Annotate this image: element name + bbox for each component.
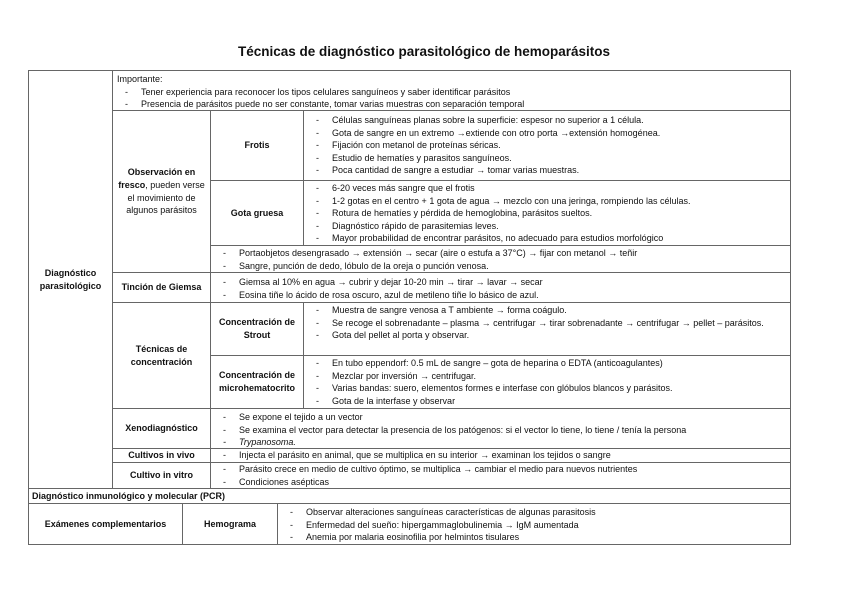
cell-complementarios-label: Exámenes complementarios bbox=[28, 503, 183, 545]
list-item: - Observar alteraciones sanguíneas características de algunas parasitosis bbox=[278, 506, 786, 519]
cell-diagnostico-parasitologico: Diagnóstico parasitológico bbox=[28, 70, 113, 489]
cell-observacion-fresco bbox=[112, 110, 211, 273]
cell-invitro-label: Cultivo in vitro bbox=[112, 462, 211, 489]
cell-microhematocrito-content bbox=[303, 355, 791, 409]
list-item: - 6-20 veces más sangre que el frotis bbox=[304, 182, 786, 195]
list-item: - Estudio de hematíes y parasitos sanguíneos. bbox=[304, 152, 786, 165]
list-item: - Presencia de parásitos puede no ser constante, tomar varias muestras con separación temporal bbox=[113, 98, 786, 111]
cell-xeno-label: Xenodiagnóstico bbox=[112, 408, 211, 449]
list-item: - Trypanosoma. bbox=[211, 436, 786, 449]
list-item: - Gota de sangre en un extremo →extiende con otro porta →extensión homogénea. bbox=[304, 127, 786, 140]
cell-importante bbox=[112, 70, 791, 111]
cell-frotis-label: Frotis bbox=[210, 110, 304, 181]
list-item: - Mayor probabilidad de encontrar parásitos, no adecuado para estudios morfológico bbox=[304, 232, 786, 245]
list-item: - Muestra de sangre venosa a T ambiente → forma coágulo. bbox=[304, 304, 786, 317]
list-item: - Poca cantidad de sangre a estudiar → tomar varias muestras. bbox=[304, 164, 786, 177]
cell-giemsa-label: Tinción de Giemsa bbox=[112, 272, 211, 303]
list-item: - Mezclar por inversión → centrifugar. bbox=[304, 370, 786, 383]
cell-invitro-content bbox=[210, 462, 791, 489]
importante-heading: Importante: bbox=[117, 74, 163, 84]
list-item: - En tubo eppendorf: 0.5 mL de sangre – gota de heparina o EDTA (anticoagulantes) bbox=[304, 357, 786, 370]
cell-hemograma-label: Hemograma bbox=[182, 503, 278, 545]
cell-concentracion-label: Técnicas de concentración bbox=[112, 302, 211, 409]
list-item: - Fijación con metanol de proteínas séricas. bbox=[304, 139, 786, 152]
observacion-label-bold: Observación en fresco bbox=[118, 167, 196, 190]
list-item: - 1-2 gotas en el centro + 1 gota de agua → mezclo con una jeringa, rompiendo las células. bbox=[304, 195, 786, 208]
list-item: - Varias bandas: suero, elementos formes e interfase con glóbulos blancos y parásitos. bbox=[304, 382, 786, 395]
cell-giemsa-content bbox=[210, 272, 791, 303]
cell-strout-content bbox=[303, 302, 791, 356]
cell-microhematocrito-label: Concentración de microhematocrito bbox=[210, 355, 304, 409]
list-item: - Tener experiencia para reconocer los tipos celulares sanguíneos y saber identificar parásitos bbox=[113, 86, 786, 99]
list-item: - Rotura de hematíes y pérdida de hemoglobina, parásitos sueltos. bbox=[304, 207, 786, 220]
document-title: Técnicas de diagnóstico parasitológico de hemoparásitos bbox=[237, 44, 611, 59]
cell-invivo-content bbox=[210, 448, 791, 463]
list-item: - Se examina el vector para detectar la presencia de los patógenos: si el vector lo tiene, lo tiene / tenía la persona bbox=[211, 424, 786, 437]
cell-xeno-content bbox=[210, 408, 791, 449]
cell-gota-gruesa-label: Gota gruesa bbox=[210, 180, 304, 246]
list-item: - Anemia por malaria eosinofilia por helmintos tisulares bbox=[278, 531, 786, 544]
cell-invivo-label: Cultivos in vivo bbox=[112, 448, 211, 463]
list-item: - Giemsa al 10% en agua → cubrir y dejar 10-20 min → tirar → lavar → secar bbox=[211, 276, 786, 289]
list-item: - Parásito crece en medio de cultivo óptimo, se multiplica → cambiar el medio para nuevos nutrientes bbox=[211, 463, 786, 476]
list-item: - Portaobjetos desengrasado → extensión → secar (aire o estufa a 37°C) → fijar con metanol → teñir bbox=[211, 247, 786, 260]
cell-gota-gruesa-content bbox=[303, 180, 791, 246]
list-item: - Injecta el parásito en animal, que se multiplica en su interior → examinan los tejidos o sangre bbox=[211, 449, 786, 462]
cell-frotis-content bbox=[303, 110, 791, 181]
list-item: - Gota de la interfase y observar bbox=[304, 395, 786, 408]
observacion-label-rest: , pueden verse el movimiento de algunos parásitos bbox=[126, 179, 205, 216]
cell-hemograma-content bbox=[277, 503, 791, 545]
list-item: - Se recoge el sobrenadante – plasma → centrifugar → tirar sobrenadante → centrifugar → pellet – parásitos. bbox=[304, 317, 786, 330]
list-item: - Sangre, punción de dedo, lóbulo de la oreja o punción venosa. bbox=[211, 260, 786, 273]
list-item: - Diagnóstico rápido de parasitemias leves. bbox=[304, 220, 786, 233]
cell-pcr: Diagnóstico inmunológico y molecular (PCR) bbox=[28, 488, 791, 504]
list-item: - Gota del pellet al porta y observar. bbox=[304, 329, 786, 342]
list-item: - Condiciones asépticas bbox=[211, 476, 786, 489]
list-item: - Células sanguíneas planas sobre la superficie: espesor no superior a 1 célula. bbox=[304, 114, 786, 127]
cell-strout-label: Concentración de Strout bbox=[210, 302, 304, 356]
list-item: - Eosina tiñe lo ácido de rosa oscuro, azul de metileno tiñe lo básico de azul. bbox=[211, 289, 786, 302]
list-item: - Se expone el tejido a un vector bbox=[211, 411, 786, 424]
list-item: - Enfermedad del sueño: hipergammaglobulinemia → IgM aumentada bbox=[278, 519, 786, 532]
cell-observacion-general bbox=[210, 245, 791, 273]
